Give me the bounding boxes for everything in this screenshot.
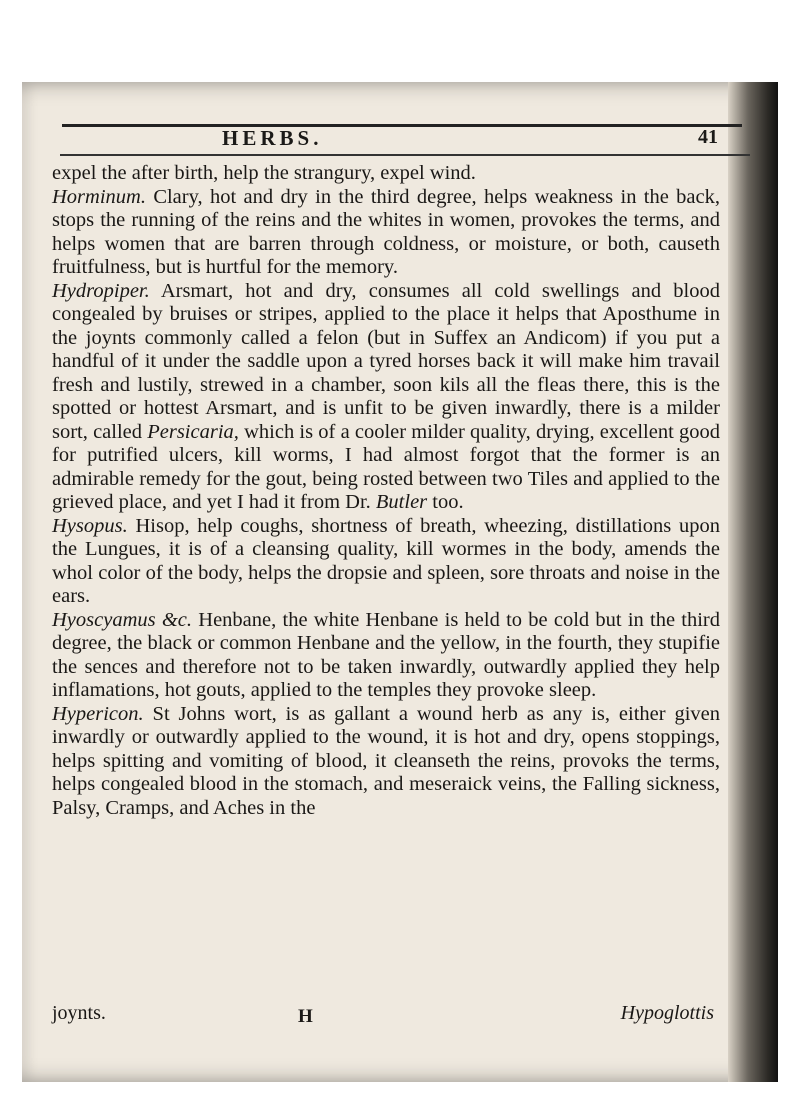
continuation-line: expel the after birth, help the strangury, expel wind. [52, 162, 476, 184]
entry-name: Hysopus. [52, 514, 128, 537]
entry-hypericon [52, 703, 720, 821]
entry-text: Arsmart, hot and dry, consumes all cold swellings and blood congealed by bruises or stripes, applied to the place it helps that Aposthume in the joynts commonly called a felon (but in Suffex an Andicom) if you put a handful of it under the saddle upon a tyred horses back it will make him travail fresh and lustily, strewed in a chamber, soon kils all the fleas there, this is the spotted or hottest Arsmart, and is unfit to be given inwardly, there is a milder sort, called [52, 279, 721, 443]
top-rule [62, 124, 742, 127]
page-number: 41 [698, 126, 718, 148]
entry-name: Horminum. [52, 185, 146, 208]
entry-text: Henbane, the white Henbane is held to be cold but in the third degree, the black or common Henbane and the yellow, in the fourth, they stupifie the sences and therefore not to be taken inwardly, outwardly applied they help inflamations, hot gouts, applied to the temples they provoke sleep. [52, 608, 721, 701]
entry-text: Clary, hot and dry in the third degree, helps weakness in the back, stops the running of the reins and the whites in women, provokes the terms, and helps women that are barren through coldness, or moisture, or both, causeth fruitfulness, but is hurtful for the memory. [52, 185, 720, 278]
signature-mark: H [298, 1006, 313, 1027]
italic-name: Butler [375, 491, 428, 513]
page-footer [52, 1002, 720, 1032]
entry-hydropiper [52, 280, 720, 515]
entry-name: Hydropiper. [52, 279, 150, 302]
entry-text: Hisop, help coughs, shortness of breath, wheezing, distillations upon the Lungues, it is of a cleansing quality, kill wormes in the body, amends the whol color of the body, helps the dropsie and spleen, sore throats and noise in the ears. [52, 514, 720, 607]
last-word: joynts. [52, 1002, 106, 1024]
entry-text: St Johns wort, is as gallant a wound herb as any is, either given inwardly or outwardly applied to the wound, it is hot and dry, opens stoppings, helps spitting and vomiting of blood, it cleanseth the reins, provoks the terms, helps congealed blood in the stomach, and meseraick veins, the Falling sickness, Palsy, Cramps, and Aches in the [52, 702, 721, 819]
catchword: Hypoglottis [620, 1002, 714, 1024]
header-rule [60, 154, 750, 156]
running-head: HERBS. [222, 126, 323, 150]
italic-term: Persicaria, [147, 420, 239, 443]
entry-horminum [52, 186, 720, 280]
entry-name: Hyoscyamus &c. [52, 608, 193, 631]
entry-text: which is of a cooler milder quality, drying, excellent good for putrified ulcers, kill worms, I had almost forgot that the former is an admirable remedy for the gout, being rosted between two Tiles and applied to the grieved place, and yet I had it from Dr. [52, 420, 720, 513]
entry-hyoscyamus [52, 609, 720, 703]
book-page [22, 82, 778, 1082]
binding-gutter [728, 82, 778, 1082]
entry-text: too. [427, 491, 464, 513]
entry-name: Hypericon. [52, 702, 144, 725]
entry-hysopus [52, 515, 720, 609]
body-text [52, 162, 720, 820]
